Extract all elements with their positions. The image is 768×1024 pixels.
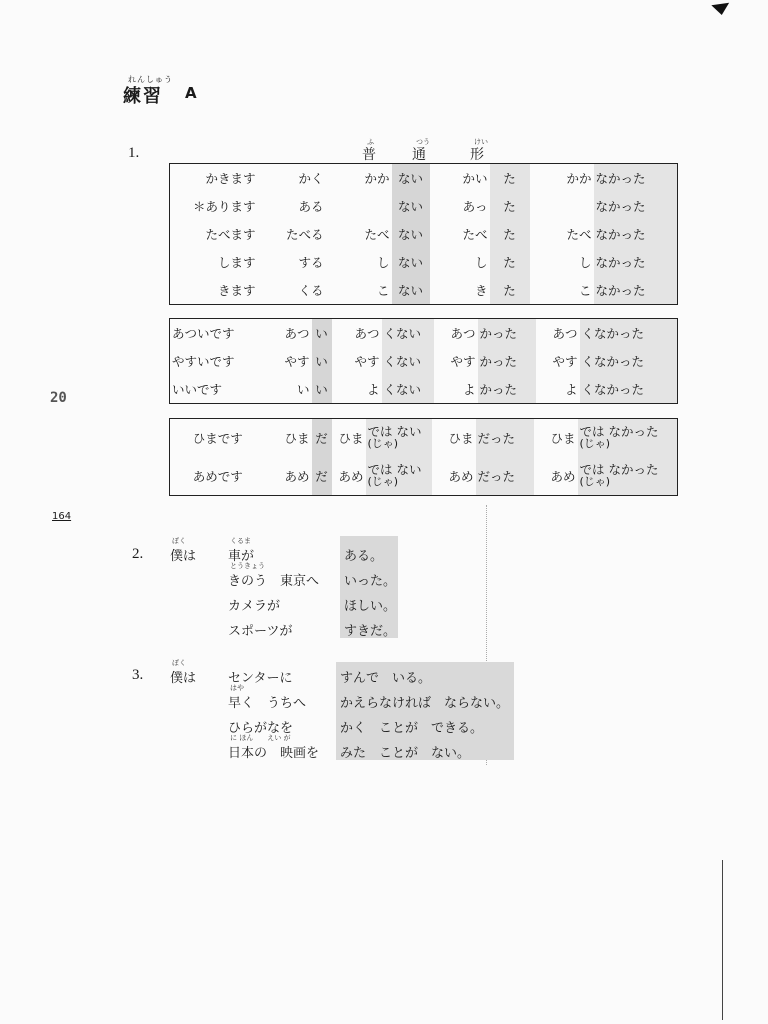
plain-form: する <box>298 255 324 270</box>
adjective-stem: あつ <box>284 326 310 341</box>
adjective-stem: やす <box>284 354 310 369</box>
past-stem: かい <box>462 171 488 186</box>
past-negative-ending: くなかった <box>580 347 678 375</box>
verb-conjugation-table <box>169 163 678 305</box>
i-adjective-table <box>169 318 678 404</box>
past-negative-ending: なかった <box>594 276 678 305</box>
plain-form: たべる <box>285 227 324 242</box>
past-negative-stem: こ <box>578 283 592 298</box>
past-negative-ending: なかった <box>594 248 678 276</box>
past-negative-ending <box>578 419 678 458</box>
verb-row <box>170 248 678 276</box>
past-stem: あっ <box>462 199 488 214</box>
nai-text: ない <box>396 424 422 439</box>
sentence-right: ほしい。 <box>344 599 397 614</box>
sentence-right: いった。 <box>344 574 397 589</box>
adjective-row <box>170 347 678 375</box>
past-stem: よ <box>462 382 476 397</box>
sentence-right: ある。 <box>344 549 384 564</box>
row-ruby: くるま <box>230 537 251 545</box>
verb-row <box>170 276 678 305</box>
negative-ending <box>366 419 432 458</box>
plain-form: かく <box>298 171 324 186</box>
sentence-right: かく ことが できる。 <box>340 721 484 736</box>
desu-form: あめです <box>192 469 243 484</box>
section-2-subject: 僕は <box>170 549 197 564</box>
adjective-row <box>170 319 678 348</box>
masu-form: ＊あります <box>192 199 256 214</box>
da-ending: だ <box>312 419 332 458</box>
past-stem: ひま <box>448 431 474 446</box>
negative-stem: あつ <box>354 326 380 341</box>
na-word-row <box>170 419 678 458</box>
sentence-right: すんで いる。 <box>340 671 432 686</box>
section-3-subject-ruby: ぼく <box>172 659 186 667</box>
ja-variant: (じゃ) <box>367 437 399 450</box>
masu-form: きます <box>217 283 256 298</box>
past-ending: だった <box>476 457 534 496</box>
negative-ending: くない <box>382 347 434 375</box>
past-ending: た <box>490 164 530 193</box>
section-2-subject-ruby: ぼく <box>172 537 186 545</box>
past-negative-stem: よ <box>564 382 578 397</box>
ja-variant: (じゃ) <box>579 475 611 488</box>
side-page-mark: 20 <box>50 390 67 406</box>
desu-form: やすいです <box>172 354 235 369</box>
word-stem: ひま <box>284 431 310 446</box>
row-ruby: はや <box>230 684 244 692</box>
nakatta-text: なかった <box>608 424 659 439</box>
past-negative-ending <box>578 457 678 496</box>
negative-ending: ない <box>392 192 430 220</box>
past-negative-stem: あつ <box>552 326 578 341</box>
sentence-right: すきだ。 <box>344 624 397 639</box>
adjective-ending: い <box>312 375 332 404</box>
negative-ending: ない <box>392 164 430 193</box>
past-negative-ending: なかった <box>594 192 678 220</box>
heading-ruby-3: けい <box>474 138 488 146</box>
dewa-text: では <box>579 462 605 477</box>
dewa-text: では <box>367 424 393 439</box>
sentence-left: センターに <box>228 671 293 686</box>
nai-text: ない <box>396 462 422 477</box>
negative-stem: ひま <box>338 431 364 446</box>
section-2-number: 2. <box>132 546 144 562</box>
word-stem: あめ <box>284 469 310 484</box>
past-ending: かった <box>478 319 536 348</box>
sentence-left: 車が <box>228 549 255 564</box>
past-ending: かった <box>478 375 536 404</box>
negative-stem: よ <box>366 382 380 397</box>
past-negative-ending: なかった <box>594 220 678 248</box>
negative-ending: ない <box>392 220 430 248</box>
section-3-subject: 僕は <box>170 671 197 686</box>
past-negative-stem: やす <box>552 354 578 369</box>
section-3-number: 3. <box>132 667 144 683</box>
past-stem: やす <box>450 354 476 369</box>
heading-char-3: 形 <box>470 147 484 163</box>
adjective-stem: い <box>296 382 310 397</box>
desu-form: ひまです <box>192 431 243 446</box>
masu-form: たべます <box>205 227 256 242</box>
past-negative-stem: し <box>578 255 592 270</box>
negative-ending: ない <box>392 248 430 276</box>
past-negative-stem: あめ <box>550 469 576 484</box>
negative-stem: こ <box>376 283 390 298</box>
dewa-text: では <box>579 424 605 439</box>
dewa-text: では <box>367 462 393 477</box>
negative-ending: くない <box>382 375 434 404</box>
past-negative-ending: くなかった <box>580 375 678 404</box>
ja-variant: (じゃ) <box>579 437 611 450</box>
desu-form: あついです <box>172 326 235 341</box>
heading-char-1: 普 <box>362 147 376 163</box>
negative-stem: やす <box>354 354 380 369</box>
past-stem: たべ <box>462 227 488 242</box>
page-title: 練習 <box>123 86 163 107</box>
masu-form: かきます <box>205 171 256 186</box>
sentence-left: 早く うちへ <box>228 696 307 711</box>
past-ending: た <box>490 220 530 248</box>
past-ending: だった <box>476 419 534 458</box>
sentence-left: スポーツが <box>228 624 293 639</box>
title-ruby: れんしゅう <box>128 75 173 84</box>
negative-ending: くない <box>382 319 434 348</box>
verb-row <box>170 192 678 220</box>
negative-stem <box>326 192 392 220</box>
past-negative-stem: たべ <box>566 227 592 242</box>
negative-stem: たべ <box>364 227 390 242</box>
past-negative-ending: なかった <box>594 164 678 193</box>
verb-row <box>170 164 678 193</box>
sentence-left: カメラが <box>228 599 281 614</box>
past-stem: あめ <box>448 469 474 484</box>
sentence-left: ひらがなを <box>228 721 294 736</box>
past-stem: し <box>474 255 488 270</box>
plain-form: くる <box>298 283 324 298</box>
ja-variant: (じゃ) <box>367 475 399 488</box>
section-1-number: 1. <box>128 145 140 161</box>
heading-ruby-2: つう <box>416 138 430 146</box>
past-ending: た <box>490 276 530 305</box>
sentence-right: みた ことが ない。 <box>340 746 471 761</box>
nakatta-text: なかった <box>608 462 659 477</box>
past-negative-stem: ひま <box>550 431 576 446</box>
adjective-row <box>170 375 678 404</box>
plain-form: ある <box>298 199 324 214</box>
corner-arrow-icon <box>711 3 730 16</box>
past-negative-stem: かか <box>566 171 592 186</box>
heading-char-2: 通 <box>412 147 426 163</box>
negative-ending <box>366 457 432 496</box>
heading-ruby-1: ふ <box>367 138 374 146</box>
desu-form: いいです <box>172 382 223 397</box>
row-ruby: とうきょう <box>230 562 265 570</box>
row-ruby: に ほん えい が <box>230 734 291 742</box>
na-noun-table <box>169 418 678 496</box>
na-word-row <box>170 457 678 496</box>
past-stem: き <box>474 283 488 298</box>
adjective-ending: い <box>312 319 332 348</box>
negative-ending: ない <box>392 276 430 305</box>
negative-stem: あめ <box>338 469 364 484</box>
past-ending: た <box>490 248 530 276</box>
page-number: 164 <box>52 511 72 522</box>
sentence-left: 日本の 映画を <box>228 746 320 761</box>
past-ending: かった <box>478 347 536 375</box>
past-ending: た <box>490 192 530 220</box>
past-negative-ending: くなかった <box>580 319 678 348</box>
verb-row <box>170 220 678 248</box>
masu-form: します <box>217 255 256 270</box>
sentence-left: きのう 東京へ <box>228 574 320 589</box>
da-ending: だ <box>312 457 332 496</box>
past-negative-stem <box>530 192 594 220</box>
negative-stem: かか <box>364 171 390 186</box>
page-title-suffix: A <box>185 84 197 102</box>
sentence-right: かえらなければ ならない。 <box>340 696 510 711</box>
page-edge-rule <box>722 860 723 1020</box>
negative-stem: し <box>376 255 390 270</box>
adjective-ending: い <box>312 347 332 375</box>
past-stem: あつ <box>450 326 476 341</box>
